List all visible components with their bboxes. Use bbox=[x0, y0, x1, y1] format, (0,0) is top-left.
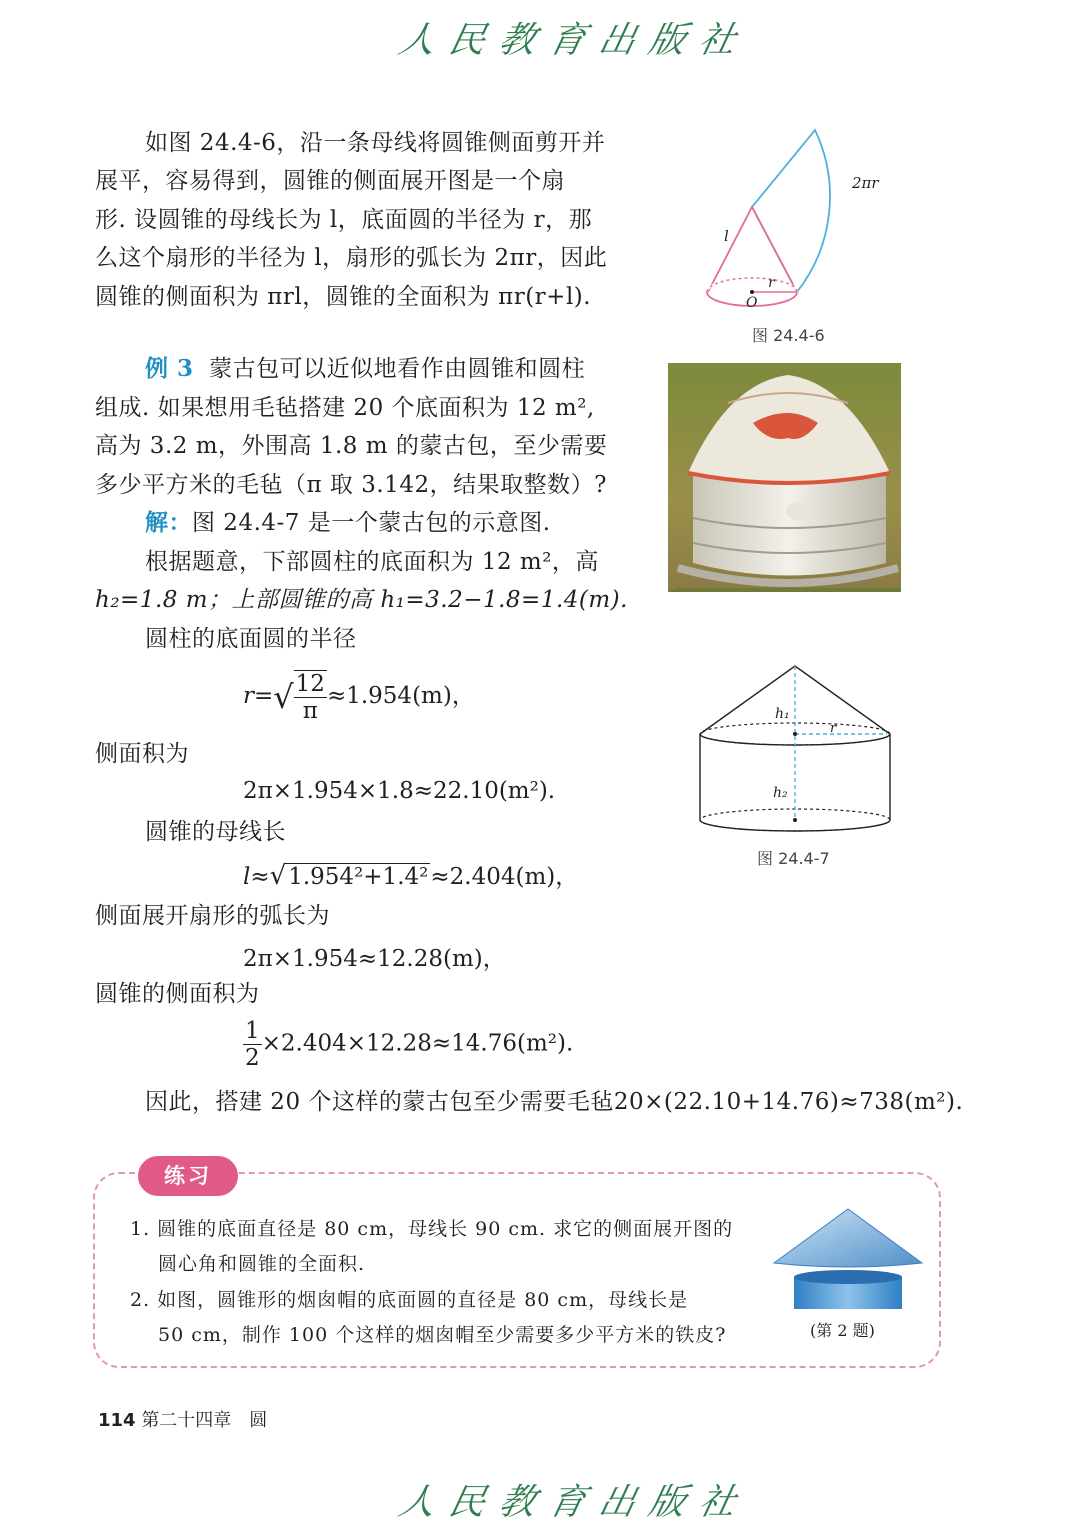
intro-line-5: 圆锥的侧面积为 πrl，圆锥的全面积为 πr(r+l). bbox=[95, 284, 592, 310]
formula-radius: r=√ $\frac{12}{\pi}$ ≈1.954(m)， bbox=[243, 671, 475, 724]
watermark-top: 人民教育出版社 bbox=[395, 20, 754, 61]
formula-side-area: 2π×1.954×1.8≈22.10(m²). bbox=[243, 778, 556, 804]
figure-cone-net bbox=[700, 125, 900, 315]
exercise-item-2b: 50 cm，制作 100 个这样的烟囱帽至少需要多少平方米的铁皮? bbox=[158, 1324, 727, 1346]
label-arc: 2πr bbox=[852, 174, 879, 192]
label-h2: h₂ bbox=[773, 785, 788, 801]
intro-line-3: 形. 设圆锥的母线长为 l，底面圆的半径为 r，那 bbox=[95, 207, 593, 233]
solution-line-8: 圆锥的侧面积为 bbox=[95, 981, 260, 1007]
intro-line-1: 如图 24.4-6，沿一条母线将圆锥侧面剪开并 bbox=[145, 130, 606, 156]
figure-yurt-diagram bbox=[695, 662, 895, 837]
watermark-bottom: 人民教育出版社 bbox=[395, 1482, 754, 1523]
exercise-badge: 练习 bbox=[138, 1156, 238, 1196]
solution-line-5: 侧面积为 bbox=[95, 741, 189, 767]
intro-line-2: 展平，容易得到，圆锥的侧面展开图是一个扇 bbox=[95, 168, 565, 194]
label-l: l bbox=[724, 227, 729, 245]
exercise-item-1b: 圆心角和圆锥的全面积. bbox=[158, 1253, 366, 1275]
figure1-caption: 图 24.4-6 bbox=[752, 326, 825, 345]
label-h1: h₁ bbox=[775, 706, 790, 722]
yurt-photo bbox=[668, 363, 901, 592]
example-label: 例 3 bbox=[145, 355, 194, 382]
exercise-item-1a: 1. 圆锥的底面直径是 80 cm，母线长 90 cm. 求它的侧面展开图的 bbox=[130, 1218, 734, 1240]
formula-arc: 2π×1.954≈12.28(m)， bbox=[243, 946, 506, 972]
chimney-cap-figure bbox=[772, 1205, 924, 1313]
label-r: r bbox=[768, 275, 775, 291]
formula-cone-area: $\frac{1}{2}$ ×2.404×12.28≈14.76(m²). bbox=[245, 1018, 574, 1071]
solution-line-1: 图 24.4-7 是一个蒙古包的示意图. bbox=[192, 510, 551, 536]
figure2-caption: 图 24.4-7 bbox=[757, 849, 830, 868]
chimney-caption: (第 2 题) bbox=[810, 1321, 875, 1340]
label-o: O bbox=[746, 295, 758, 311]
page-number: 114 bbox=[98, 1410, 136, 1431]
formula-slant: l≈√1.954²+1.4²≈2.404(m)， bbox=[243, 861, 579, 891]
cone-slant bbox=[708, 207, 797, 292]
example-line-1: 蒙古包可以近似地看作由圆锥和圆柱 bbox=[209, 356, 586, 382]
example-line-3: 高为 3.2 m，外围高 1.8 m 的蒙古包，至少需要 bbox=[95, 433, 608, 459]
exercise-item-2a: 2. 如图，圆锥形的烟囱帽的底面圆的直径是 80 cm，母线长是 bbox=[130, 1289, 689, 1311]
conclusion: 因此，搭建 20 个这样的蒙古包至少需要毛毡20×(22.10+14.76)≈738(m²). bbox=[145, 1089, 964, 1115]
solution-line-6: 圆锥的母线长 bbox=[145, 819, 286, 845]
label-r2: r bbox=[830, 721, 837, 736]
sector-outline bbox=[752, 130, 830, 292]
solution-line-4: 圆柱的底面圆的半径 bbox=[145, 626, 357, 652]
solution-label: 解： bbox=[145, 509, 192, 536]
solution-line-7: 侧面展开扇形的弧长为 bbox=[95, 903, 330, 929]
intro-line-4: 么这个扇形的半径为 l，扇形的弧长为 2πr，因此 bbox=[95, 245, 608, 271]
solution-line-3: h₂=1.8 m；上部圆锥的高 h₁=3.2−1.8=1.4(m). bbox=[95, 587, 628, 613]
chapter-title: 第二十四章 圆 bbox=[141, 1410, 268, 1431]
example-line-4: 多少平方米的毛毡（π 取 3.142，结果取整数）? bbox=[95, 472, 607, 498]
example-line-2: 组成. 如果想用毛毡搭建 20 个底面积为 12 m², bbox=[95, 395, 595, 421]
solution-line-2: 根据题意，下部圆柱的底面积为 12 m²，高 bbox=[145, 549, 599, 575]
